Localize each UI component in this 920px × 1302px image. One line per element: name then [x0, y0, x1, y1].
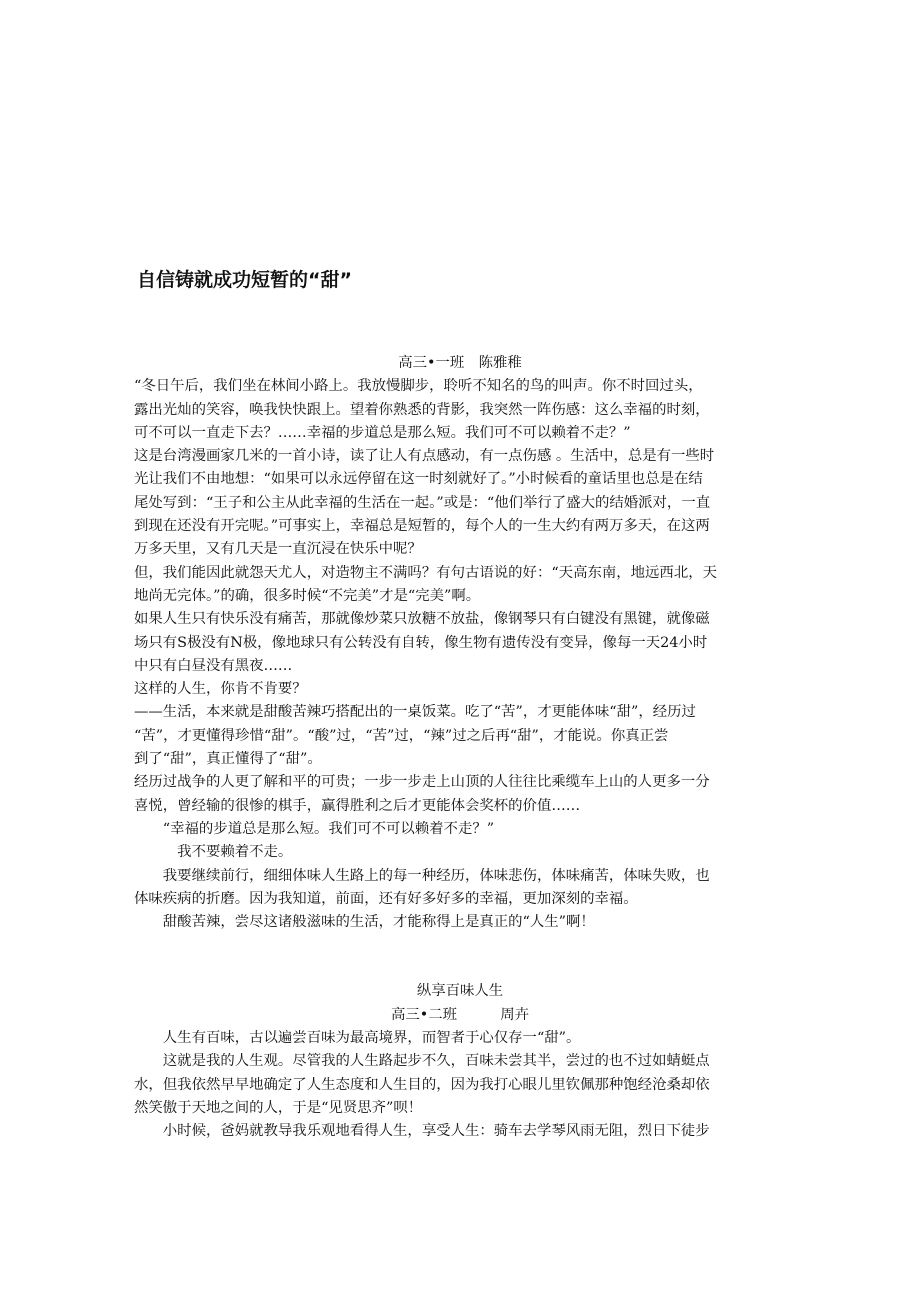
essay1-line: 如果人生只有快乐没有痛苦，那就像炒菜只放糖不放盐，像钢琴只有白键没有黑键，就像磁: [134, 611, 710, 628]
essay1-line: 喜悦，曾经输的很惨的棋手，赢得胜利之后才更能体会奖杯的价值……: [134, 797, 581, 814]
essay1-line: 中只有白昼没有黑夜……: [134, 657, 293, 674]
essay2-line: 小时候，爸妈就教导我乐观地看得人生，享受人生：骑车去学琴风雨无阻，烈日下徒步: [134, 1123, 710, 1140]
essay1-line: 甜酸苦辣，尝尽这诸般滋味的生活，才能称得上是真正的“人生”啊！: [134, 914, 595, 931]
document-title: 自信铸就成功短暂的“甜”: [137, 269, 352, 291]
essay1-line: 体味疾病的折磨。因为我知道，前面，还有好多好多的幸福，更加深刻的幸福。: [134, 890, 638, 907]
essay2-byline: 高三•二班 周卉: [390, 1006, 529, 1023]
essay1-line: 这是台湾漫画家几米的一首小诗，读了让人有点感动，有一点伤感 。生活中，总是有一些时: [134, 448, 715, 465]
essay1-body: [134, 375, 786, 934]
essay1-line: 尾处写到：“王子和公主从此幸福的生活在一起。”或是：“他们举行了盛大的结婚派对，一直: [134, 494, 711, 511]
essay2-line: 人生有百味，古以遍尝百味为最高境界，而智者于心仅存一“甜”。: [134, 1030, 581, 1047]
essay1-line: 场只有S极没有N极，像地球只有公转没有自转，像生物有遗传没有变异，像每一天24小时: [134, 634, 708, 651]
essay1-line: “幸福的步道总是那么短。我们可不可以赖着不走？”: [134, 820, 495, 837]
essay1-line: “冬日午后，我们坐在林间小路上。我放慢脚步，聆听不知名的鸟的叫声。你不时回过头，: [134, 378, 703, 395]
essay1-line: 地尚无完体。”的确，很多时候“不完美”才是“完美”啊。: [134, 587, 481, 604]
essay1-line: 我要继续前行，细细体味人生路上的每一种经历，体味悲伤，体味痛苦，体味失败，也: [134, 867, 710, 884]
essay1-line: 这样的人生，你肯不肯要？: [134, 681, 307, 698]
essay1-line: 但，我们能因此就怨天尤人，对造物主不满吗？有句古语说的好：“天高东南，地远西北，天: [134, 564, 717, 581]
essay2-line: 然笑傲于天地之间的人，于是“见贤思齐”呗！: [134, 1099, 423, 1116]
essay2-title: 纵享百味人生: [416, 983, 504, 1000]
essay1-line: 经历过战争的人更了解和平的可贵；一步一步走上山顶的人往往比乘缆车上山的人更多一分: [134, 774, 710, 791]
essay1-line: 我不要赖着不走。: [134, 844, 293, 861]
essay1-line: “苦”，才更懂得珍惜“甜”。“酸”过，“苦”过，“辣”过之后再“甜”，才能说。你真正尝: [134, 727, 669, 744]
essay1-line: 露出光灿的笑容，唤我快快跟上。望着你熟悉的背影，我突然一阵伤感：这么幸福的时刻，: [134, 401, 710, 418]
essay2-line: 水，但我依然早早地确定了人生态度和人生目的，因为我打心眼儿里钦佩那种饱经沧桑却依: [134, 1076, 710, 1093]
essay1-line: 到了“甜”，真正懂得了“甜”。: [134, 751, 322, 768]
essay1-line: 到现在还没有开完呢。”可事实上，幸福总是短暂的，每个人的一生大约有两万多天，在这两: [134, 518, 710, 535]
essay2-body: [134, 1027, 786, 1143]
essay1-byline: 高三•一班 陈雅稚: [398, 355, 522, 371]
document-body: [134, 352, 786, 1144]
section-gap: [134, 934, 786, 980]
essay1-line: 光让我们不由地想：“如果可以永远停留在这一时刻就好了。”小时候看的童话里也总是在结: [134, 471, 703, 488]
essay1-line: 可不可以一直走下去？……幸福的步道总是那么短。我们可不可以赖着不走？”: [134, 424, 631, 441]
essay1-line: 万多天里，又有几天是一直沉浸在快乐中呢？: [134, 541, 422, 558]
essay2-line: 这就是我的人生观。尽管我的人生路起步不久，百味未尝其半，尝过的也不过如蜻蜓点: [134, 1053, 710, 1070]
essay1-line: ——生活，本来就是甜酸苦辣巧搭配出的一桌饭菜。吃了“苦”，才更能体味“甜”，经历过: [134, 704, 696, 721]
